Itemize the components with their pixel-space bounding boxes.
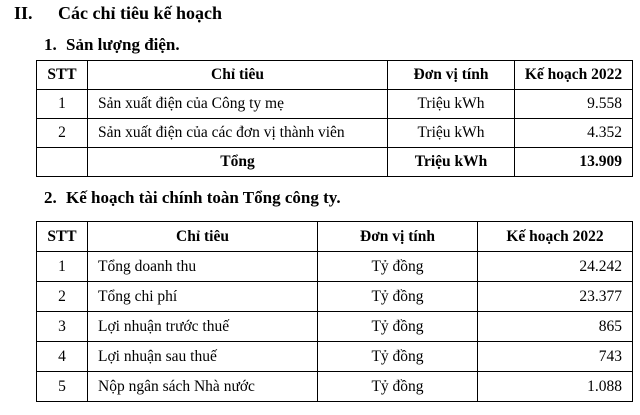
cell-plan: 743	[478, 342, 633, 372]
header-indicator: Chỉ tiêu	[88, 222, 318, 252]
cell-stt: 2	[37, 119, 88, 148]
cell-indicator: Lợi nhuận sau thuế	[88, 342, 318, 372]
table-row	[37, 342, 633, 372]
section-title: Các chỉ tiêu kế hoạch	[58, 3, 222, 23]
table-row	[37, 282, 633, 312]
cell-plan: 1.088	[478, 372, 633, 402]
table-row	[37, 90, 633, 119]
cell-indicator: Tổng chi phí	[88, 282, 318, 312]
table-row	[37, 312, 633, 342]
table-row	[37, 252, 633, 282]
cell-unit: Triệu kWh	[388, 90, 515, 119]
cell-total-label: Tổng	[88, 148, 388, 177]
cell-stt: 1	[37, 90, 88, 119]
cell-unit: Tỷ đồng	[318, 372, 478, 402]
cell-stt: 3	[37, 312, 88, 342]
header-stt: STT	[37, 61, 88, 90]
header-unit: Đơn vị tính	[388, 61, 515, 90]
table-header-row	[37, 61, 633, 90]
power-output-table	[36, 60, 633, 177]
header-unit: Đơn vị tính	[318, 222, 478, 252]
subsection-title: Sản lượng điện.	[66, 35, 180, 54]
subsection-heading-power-output	[44, 35, 180, 55]
cell-stt: 2	[37, 282, 88, 312]
cell-plan: 865	[478, 312, 633, 342]
section-number: II.	[14, 3, 33, 23]
subsection-title: Kế hoạch tài chính toàn Tổng công ty.	[66, 188, 341, 207]
subsection-heading-finance-plan	[44, 188, 341, 208]
cell-unit: Tỷ đồng	[318, 252, 478, 282]
table-total-row	[37, 148, 633, 177]
table-header-row	[37, 222, 633, 252]
cell-unit: Tỷ đồng	[318, 282, 478, 312]
header-stt: STT	[37, 222, 88, 252]
cell-indicator: Sản xuất điện của Công ty mẹ	[88, 90, 388, 119]
subsection-number: 2.	[44, 188, 57, 207]
cell-total-unit: Triệu kWh	[388, 148, 515, 177]
cell-plan: 4.352	[515, 119, 633, 148]
table-row	[37, 372, 633, 402]
header-plan-2022: Kế hoạch 2022	[478, 222, 633, 252]
table-row	[37, 119, 633, 148]
section-heading	[14, 3, 222, 24]
cell-indicator: Lợi nhuận trước thuế	[88, 312, 318, 342]
cell-plan: 24.242	[478, 252, 633, 282]
cell-indicator: Tổng doanh thu	[88, 252, 318, 282]
cell-indicator: Nộp ngân sách Nhà nước	[88, 372, 318, 402]
cell-unit: Tỷ đồng	[318, 312, 478, 342]
cell-total-plan: 13.909	[515, 148, 633, 177]
header-indicator: Chỉ tiêu	[88, 61, 388, 90]
cell-plan: 9.558	[515, 90, 633, 119]
cell-plan: 23.377	[478, 282, 633, 312]
cell-unit: Tỷ đồng	[318, 342, 478, 372]
cell-stt: 5	[37, 372, 88, 402]
financial-plan-table	[36, 221, 633, 402]
subsection-number: 1.	[44, 35, 57, 54]
cell-stt: 1	[37, 252, 88, 282]
cell-stt: 4	[37, 342, 88, 372]
cell-stt-empty	[37, 148, 88, 177]
cell-indicator: Sản xuất điện của các đơn vị thành viên	[88, 119, 388, 148]
header-plan-2022: Kế hoạch 2022	[515, 61, 633, 90]
cell-unit: Triệu kWh	[388, 119, 515, 148]
